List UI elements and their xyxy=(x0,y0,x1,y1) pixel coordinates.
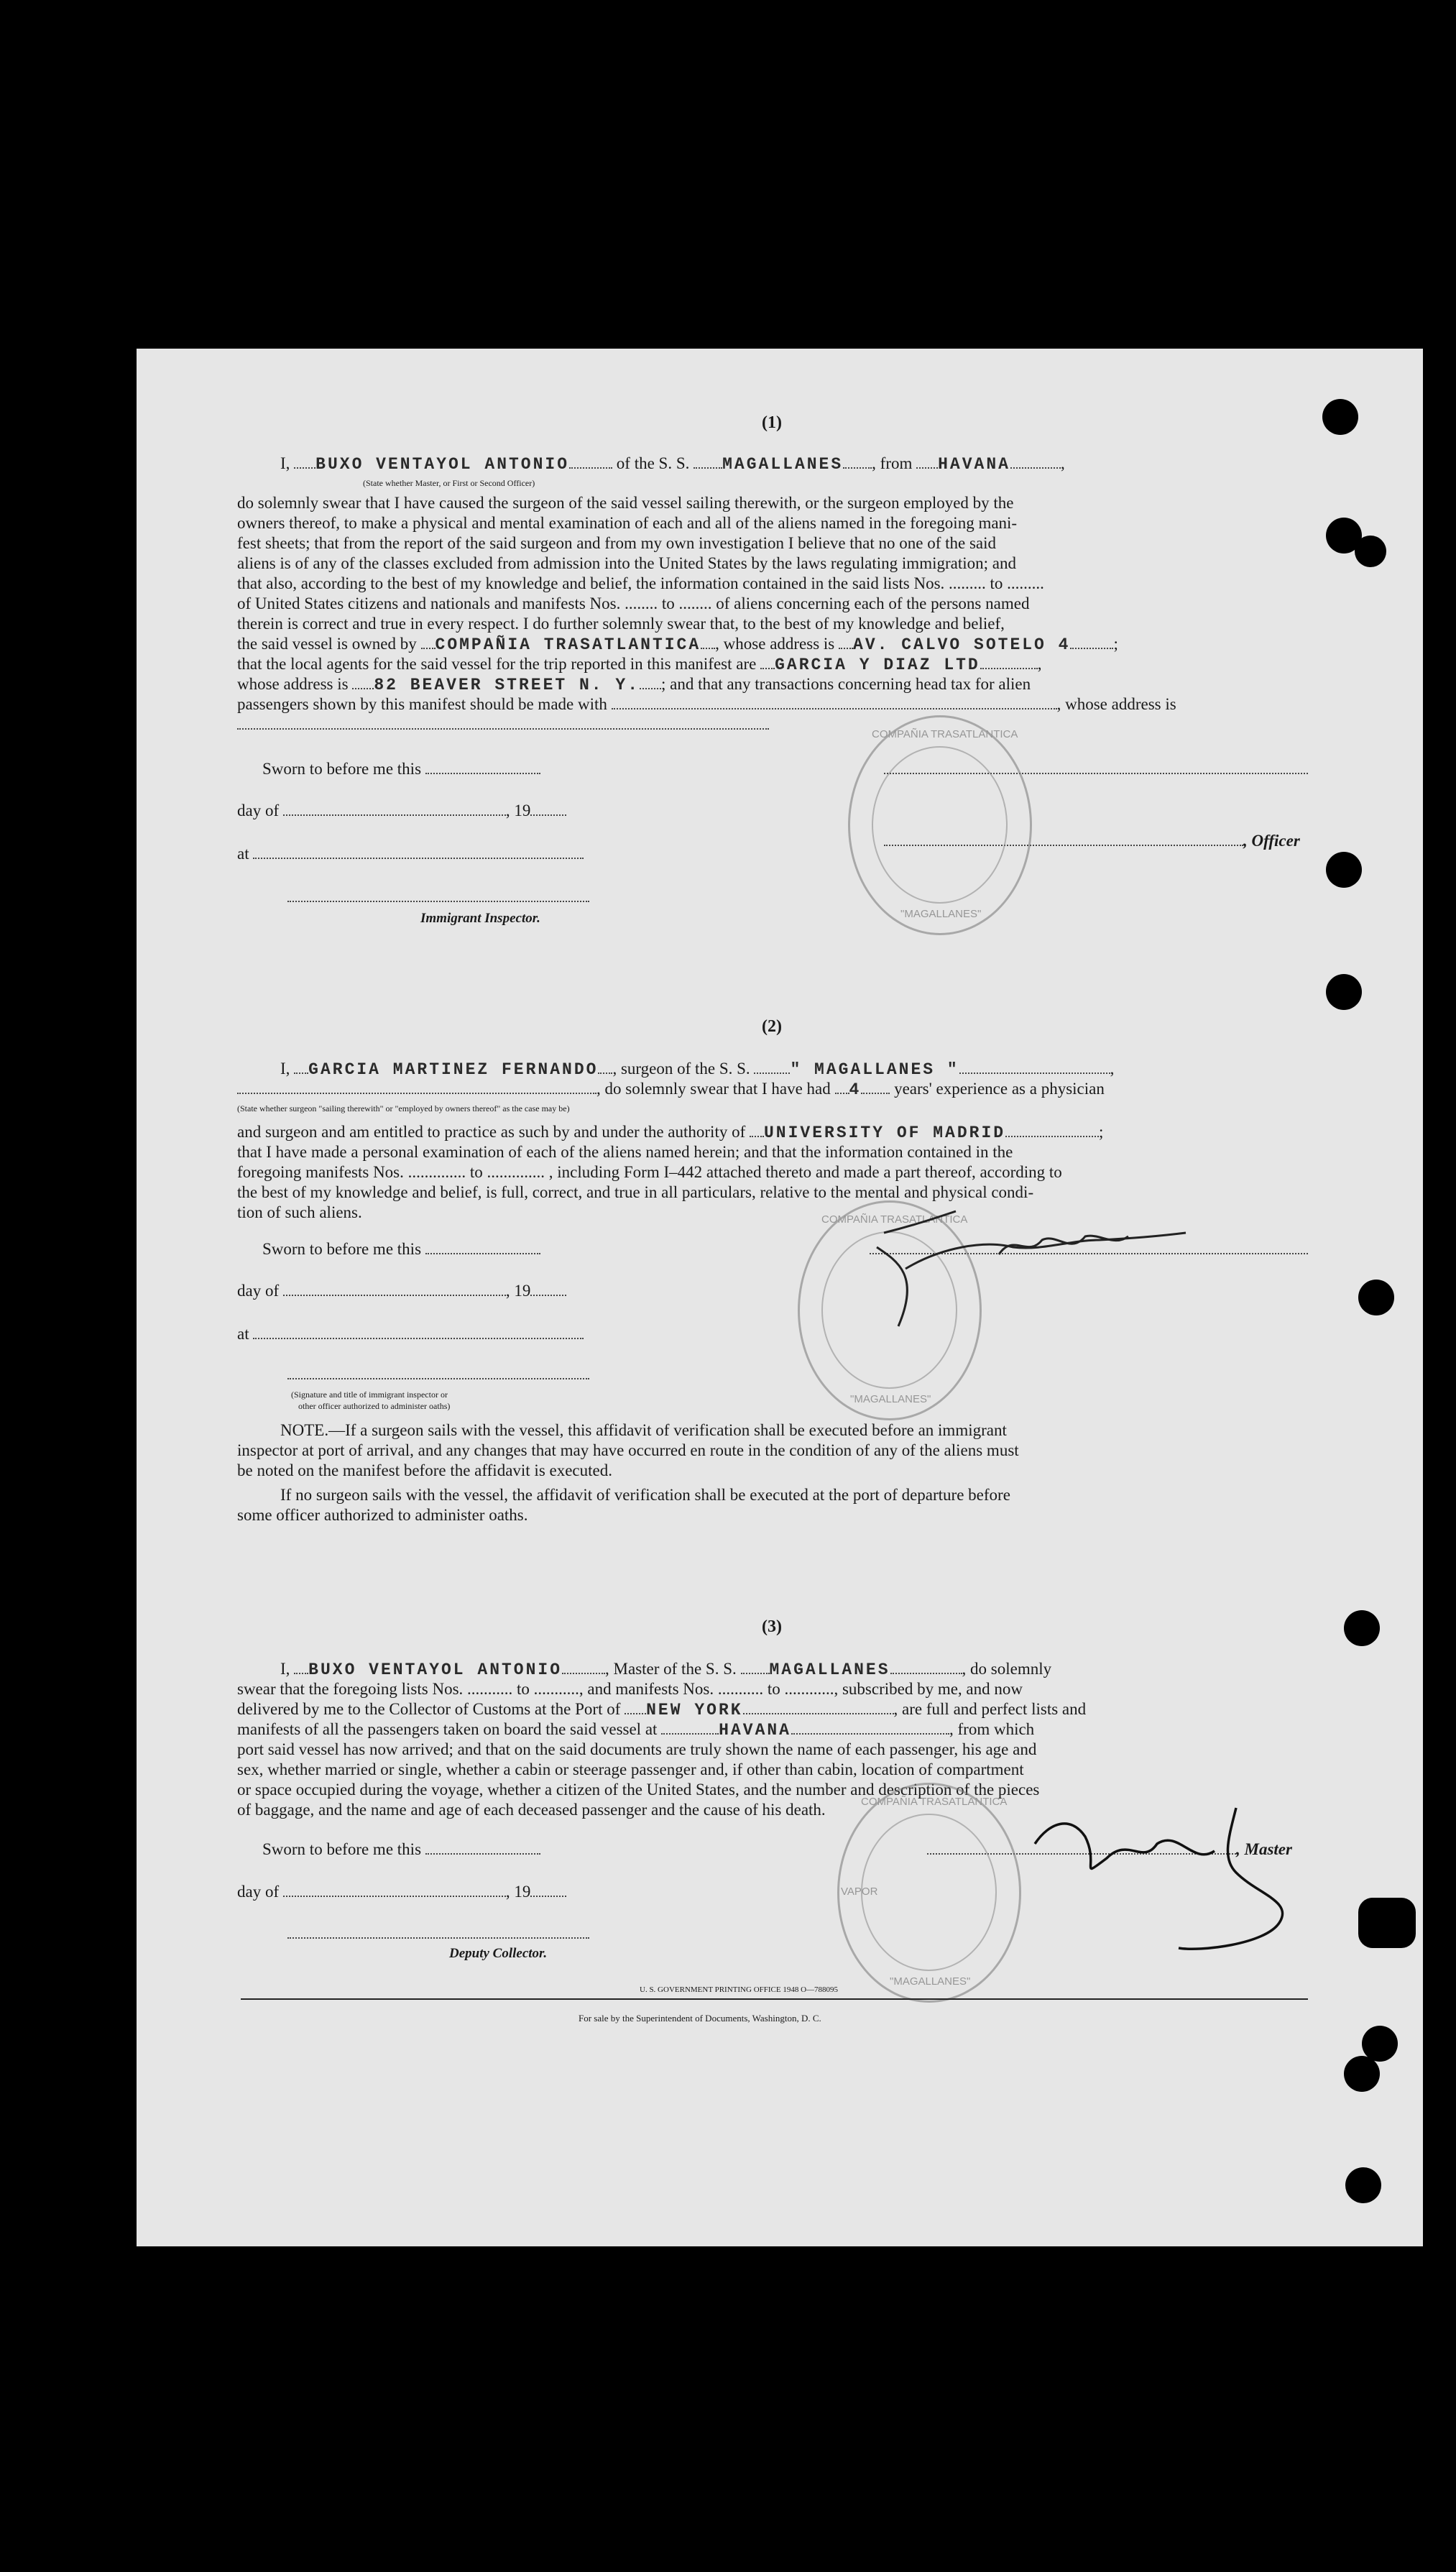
s3-text-line: sex, whether married or single, whether a cabin or steerage passenger and, if other than cabin, location of compartment xyxy=(237,1760,1024,1778)
punch-hole xyxy=(1358,1898,1416,1948)
s1-at-label: at xyxy=(237,845,249,863)
stamp-side-text: VAPOR xyxy=(841,1886,878,1898)
punch-hole xyxy=(1355,536,1386,567)
s2-sworn-line xyxy=(262,1239,540,1260)
s1-declarant-name: BUXO VENTAYOL ANTONIO xyxy=(315,455,570,474)
s2-note-line: be noted on the manifest before the affidavit is executed. xyxy=(237,1461,612,1479)
s2-text-line: tion of such aliens. xyxy=(237,1203,362,1221)
s1-text-line: of United States citizens and nationals and manifests Nos. ........ to ........ of aliens concerning each of the persons named xyxy=(237,594,1030,612)
s3-text-line: of baggage, and the name and age of each deceased passenger and the cause of his death. xyxy=(237,1801,826,1819)
s2-text-line: that I have made a personal examination of each of the aliens named herein; and that the information contained in the xyxy=(237,1143,1013,1161)
s2-text-line: the best of my knowledge and belief, is full, correct, and true in all particulars, relative to the mental and physical condi- xyxy=(237,1183,1034,1201)
stamp-bottom-text: "MAGALLANES" xyxy=(900,908,982,920)
s2-sworn-label: Sworn to before me this xyxy=(262,1240,422,1258)
s3-collector-label: Deputy Collector. xyxy=(449,1946,548,1961)
punch-hole xyxy=(1326,852,1362,888)
sale-note: For sale by the Superintendent of Documents, Washington, D. C. xyxy=(579,2013,821,2024)
s3-port-label: delivered by me to the Collector of Customs at the Port of xyxy=(237,1700,621,1718)
s2-vessel-name: " MAGALLANES " xyxy=(790,1060,959,1079)
s2-year-label: , 19 xyxy=(505,1282,531,1300)
s2-swear-label: , do solemnly swear that I have had xyxy=(596,1080,831,1098)
s2-authority-label: and surgeon and am entitled to practice as such by and under the authority of xyxy=(237,1123,746,1141)
s1-whose-is-text: , whose address is xyxy=(1056,695,1176,713)
s2-years-exp-label: years' experience as a physician xyxy=(894,1080,1105,1098)
s2-note-line: If no surgeon sails with the vessel, the affidavit of verification shall be executed at the port of departure before xyxy=(280,1486,1010,1504)
s1-day-label: day of xyxy=(237,802,280,819)
master-signature xyxy=(1020,1801,1337,1966)
s3-vessel-name: MAGALLANES xyxy=(769,1661,890,1679)
s1-agents-label: that the local agents for the said vessel for the trip reported in this manifest are xyxy=(237,655,757,673)
s1-of-ss-label: of the S. S. xyxy=(616,454,690,472)
s3-master-line xyxy=(280,1658,1051,1681)
s2-day-label: day of xyxy=(237,1282,280,1300)
s1-text-line: that also, according to the best of my knowledge and belief, the information contained in the said lists Nos. ......... to ......... xyxy=(237,574,1044,592)
s2-note-line: inspector at port of arrival, and any changes that may have occurred en route in the condition of any of the aliens must xyxy=(237,1441,1019,1459)
s1-from-label: , from xyxy=(872,454,913,472)
s1-officer-label: , Officer xyxy=(1243,832,1300,850)
s3-text-line: swear that the foregoing lists Nos. ........... to ..........., and manifests Nos. ........... to ............, subscribed by me, and now xyxy=(237,1680,1023,1698)
s3-port-line xyxy=(237,1699,1086,1721)
s2-surgeon-note: (State whether surgeon "sailing therewith" or "employed by owners thereof" as the case may be) xyxy=(237,1103,570,1113)
manifest-affidavit-page xyxy=(137,349,1423,2246)
punch-hole xyxy=(1345,2167,1381,2203)
stamp-bottom-text: "MAGALLANES" xyxy=(850,1393,931,1405)
s1-i-label: I, xyxy=(280,454,290,472)
stamp-bottom-text: "MAGALLANES" xyxy=(890,1975,971,1988)
s1-year-label: , 19 xyxy=(505,802,531,819)
s3-port-text-b: , are full and perfect lists and xyxy=(893,1700,1087,1718)
s2-i-label: I, xyxy=(280,1060,290,1078)
s1-owned-label: the said vessel is owned by xyxy=(237,635,417,653)
s2-note-line: NOTE.—If a surgeon sails with the vessel, this affidavit of verification shall be executed before an immigrant xyxy=(280,1421,1007,1439)
s1-inspector-label: Immigrant Inspector. xyxy=(420,911,540,926)
s1-declarant-note: (State whether Master, or First or Second Officer) xyxy=(363,478,535,488)
stamp-top-text: COMPAÑIA TRASATLANTICA xyxy=(821,1213,968,1226)
s1-owner-address: AV. CALVO SOTELO 4 xyxy=(853,635,1071,654)
s1-owner-line: the said vessel is owned by COMPAÑIA TRASATLANTICA , whose address is AV. CALVO SOTELO 4 ; xyxy=(237,635,1118,654)
s3-day-line xyxy=(237,1881,566,1903)
s1-agents-line: that the local agents for the said vessel for the trip reported in this manifest are GARCIA Y DIAZ LTD , xyxy=(237,655,1042,674)
s1-text-line: owners thereof, to make a physical and mental examination of each and all of the aliens named in the foregoing mani- xyxy=(237,514,1018,532)
s2-at-line xyxy=(237,1323,584,1345)
s3-arrival-port: NEW YORK xyxy=(646,1701,743,1719)
s1-text-line: do solemnly swear that I have caused the surgeon of the said vessel sailing therewith, or the surgeon employed by the xyxy=(237,494,1014,512)
s3-sworn-line xyxy=(262,1839,540,1860)
s3-day-label: day of xyxy=(237,1883,280,1901)
s3-solemnly-label: , do solemnly xyxy=(962,1660,1052,1678)
s2-years-value: 4 xyxy=(849,1080,862,1099)
s2-surgeon-of-label: , surgeon of the S. S. xyxy=(612,1060,750,1078)
s3-from-text-b: , from which xyxy=(949,1720,1035,1738)
s2-surgeon-name: GARCIA MARTINEZ FERNANDO xyxy=(308,1060,599,1079)
s1-agents-address: 82 BEAVER STREET N. Y. xyxy=(374,676,640,694)
s1-passengers-text: passengers shown by this manifest should be made with xyxy=(237,695,607,713)
company-stamp xyxy=(837,1783,1021,2003)
s2-day-line xyxy=(237,1280,566,1302)
s1-text-line: fest sheets; that from the report of the said surgeon and from my own investigation I believe that no one of the said xyxy=(237,534,997,552)
punch-hole xyxy=(1322,399,1358,435)
s2-note-line: some officer authorized to administer oaths. xyxy=(237,1506,528,1524)
s1-at-line xyxy=(237,843,584,865)
printing-office-note: U. S. GOVERNMENT PRINTING OFFICE 1948 O—788095 xyxy=(640,1985,839,1994)
s1-sworn-line xyxy=(262,758,540,780)
s1-whose-address-label: , whose address is xyxy=(715,635,835,653)
s1-owner-name: COMPAÑIA TRASATLANTICA xyxy=(435,635,701,654)
s3-from-label: manifests of all the passengers taken on board the said vessel at xyxy=(237,1720,658,1738)
s1-day-line xyxy=(237,800,566,822)
s1-from-port: HAVANA xyxy=(938,455,1010,474)
s3-sworn-label: Sworn to before me this xyxy=(262,1840,422,1858)
s1-transactions-text: ; and that any transactions concerning head tax for alien xyxy=(661,675,1031,693)
s3-master-name: BUXO VENTAYOL ANTONIO xyxy=(308,1661,563,1679)
s3-from-line xyxy=(237,1719,1034,1741)
stamp-top-text: COMPAÑIA TRASATLANTICA xyxy=(872,728,1018,740)
s2-at-label: at xyxy=(237,1325,249,1343)
s2-authority-line: and surgeon and am entitled to practice as such by and under the authority of UNIVERSITY OF MADRID ; xyxy=(237,1123,1104,1142)
s3-text-line: port said vessel has now arrived; and that on the said documents are truly shown the name of each passenger, his age and xyxy=(237,1740,1037,1758)
s2-surgeon-line: I, GARCIA MARTINEZ FERNANDO , surgeon of the S. S. " MAGALLANES " , xyxy=(280,1060,1115,1079)
surgeon-signature xyxy=(855,1204,1215,1348)
s3-master-of-label: , Master of the S. S. xyxy=(605,1660,737,1678)
punch-hole xyxy=(1344,2056,1380,2092)
section-1-heading: (1) xyxy=(762,413,782,432)
s2-sig-note-1: (Signature and title of immigrant inspector or xyxy=(291,1390,448,1400)
s1-text-line: aliens is of any of the classes excluded from admission into the United States by the laws regulating immigration; and xyxy=(237,554,1016,572)
s2-authority-value: UNIVERSITY OF MADRID xyxy=(764,1124,1006,1142)
company-stamp xyxy=(848,715,1032,935)
punch-hole xyxy=(1344,1610,1380,1646)
s3-year-label: , 19 xyxy=(505,1883,531,1901)
footer-rule xyxy=(241,1998,1308,2000)
punch-hole xyxy=(1358,1280,1394,1315)
s1-vessel-name: MAGALLANES xyxy=(722,455,844,474)
s3-departure-port: HAVANA xyxy=(719,1721,791,1740)
punch-hole xyxy=(1326,974,1362,1010)
s2-text-line: foregoing manifests Nos. .............. to .............. , including Form I–442 attached thereto and made a part thereof, according to xyxy=(237,1163,1062,1181)
stamp-top-text: COMPAÑIA TRASATLANTICA xyxy=(861,1796,1008,1808)
s1-declarant-line: I, BUXO VENTAYOL ANTONIO of the S. S. MAGALLANES , from HAVANA , xyxy=(280,454,1065,474)
s3-master-label: , Master xyxy=(1236,1840,1292,1858)
section-3-heading: (3) xyxy=(762,1617,782,1636)
s1-agents-address-line xyxy=(237,674,1031,696)
s1-sworn-label: Sworn to before me this xyxy=(262,760,422,778)
s3-i-label: I, xyxy=(280,1660,290,1678)
section-2-heading: (2) xyxy=(762,1017,782,1036)
s1-agents-name: GARCIA Y DIAZ LTD xyxy=(775,656,980,674)
s1-whose-address-label-2: whose address is xyxy=(237,675,349,693)
s1-passengers-line xyxy=(237,694,1176,715)
s2-sig-note-2: other officer authorized to administer oaths) xyxy=(298,1401,451,1411)
s1-text-line: therein is correct and true in every respect. I do further solemnly swear that, to the best of my knowledge and belief, xyxy=(237,615,1005,633)
s3-text-line: or space occupied during the voyage, whether a citizen of the United States, and the number and description of the pieces xyxy=(237,1781,1040,1799)
